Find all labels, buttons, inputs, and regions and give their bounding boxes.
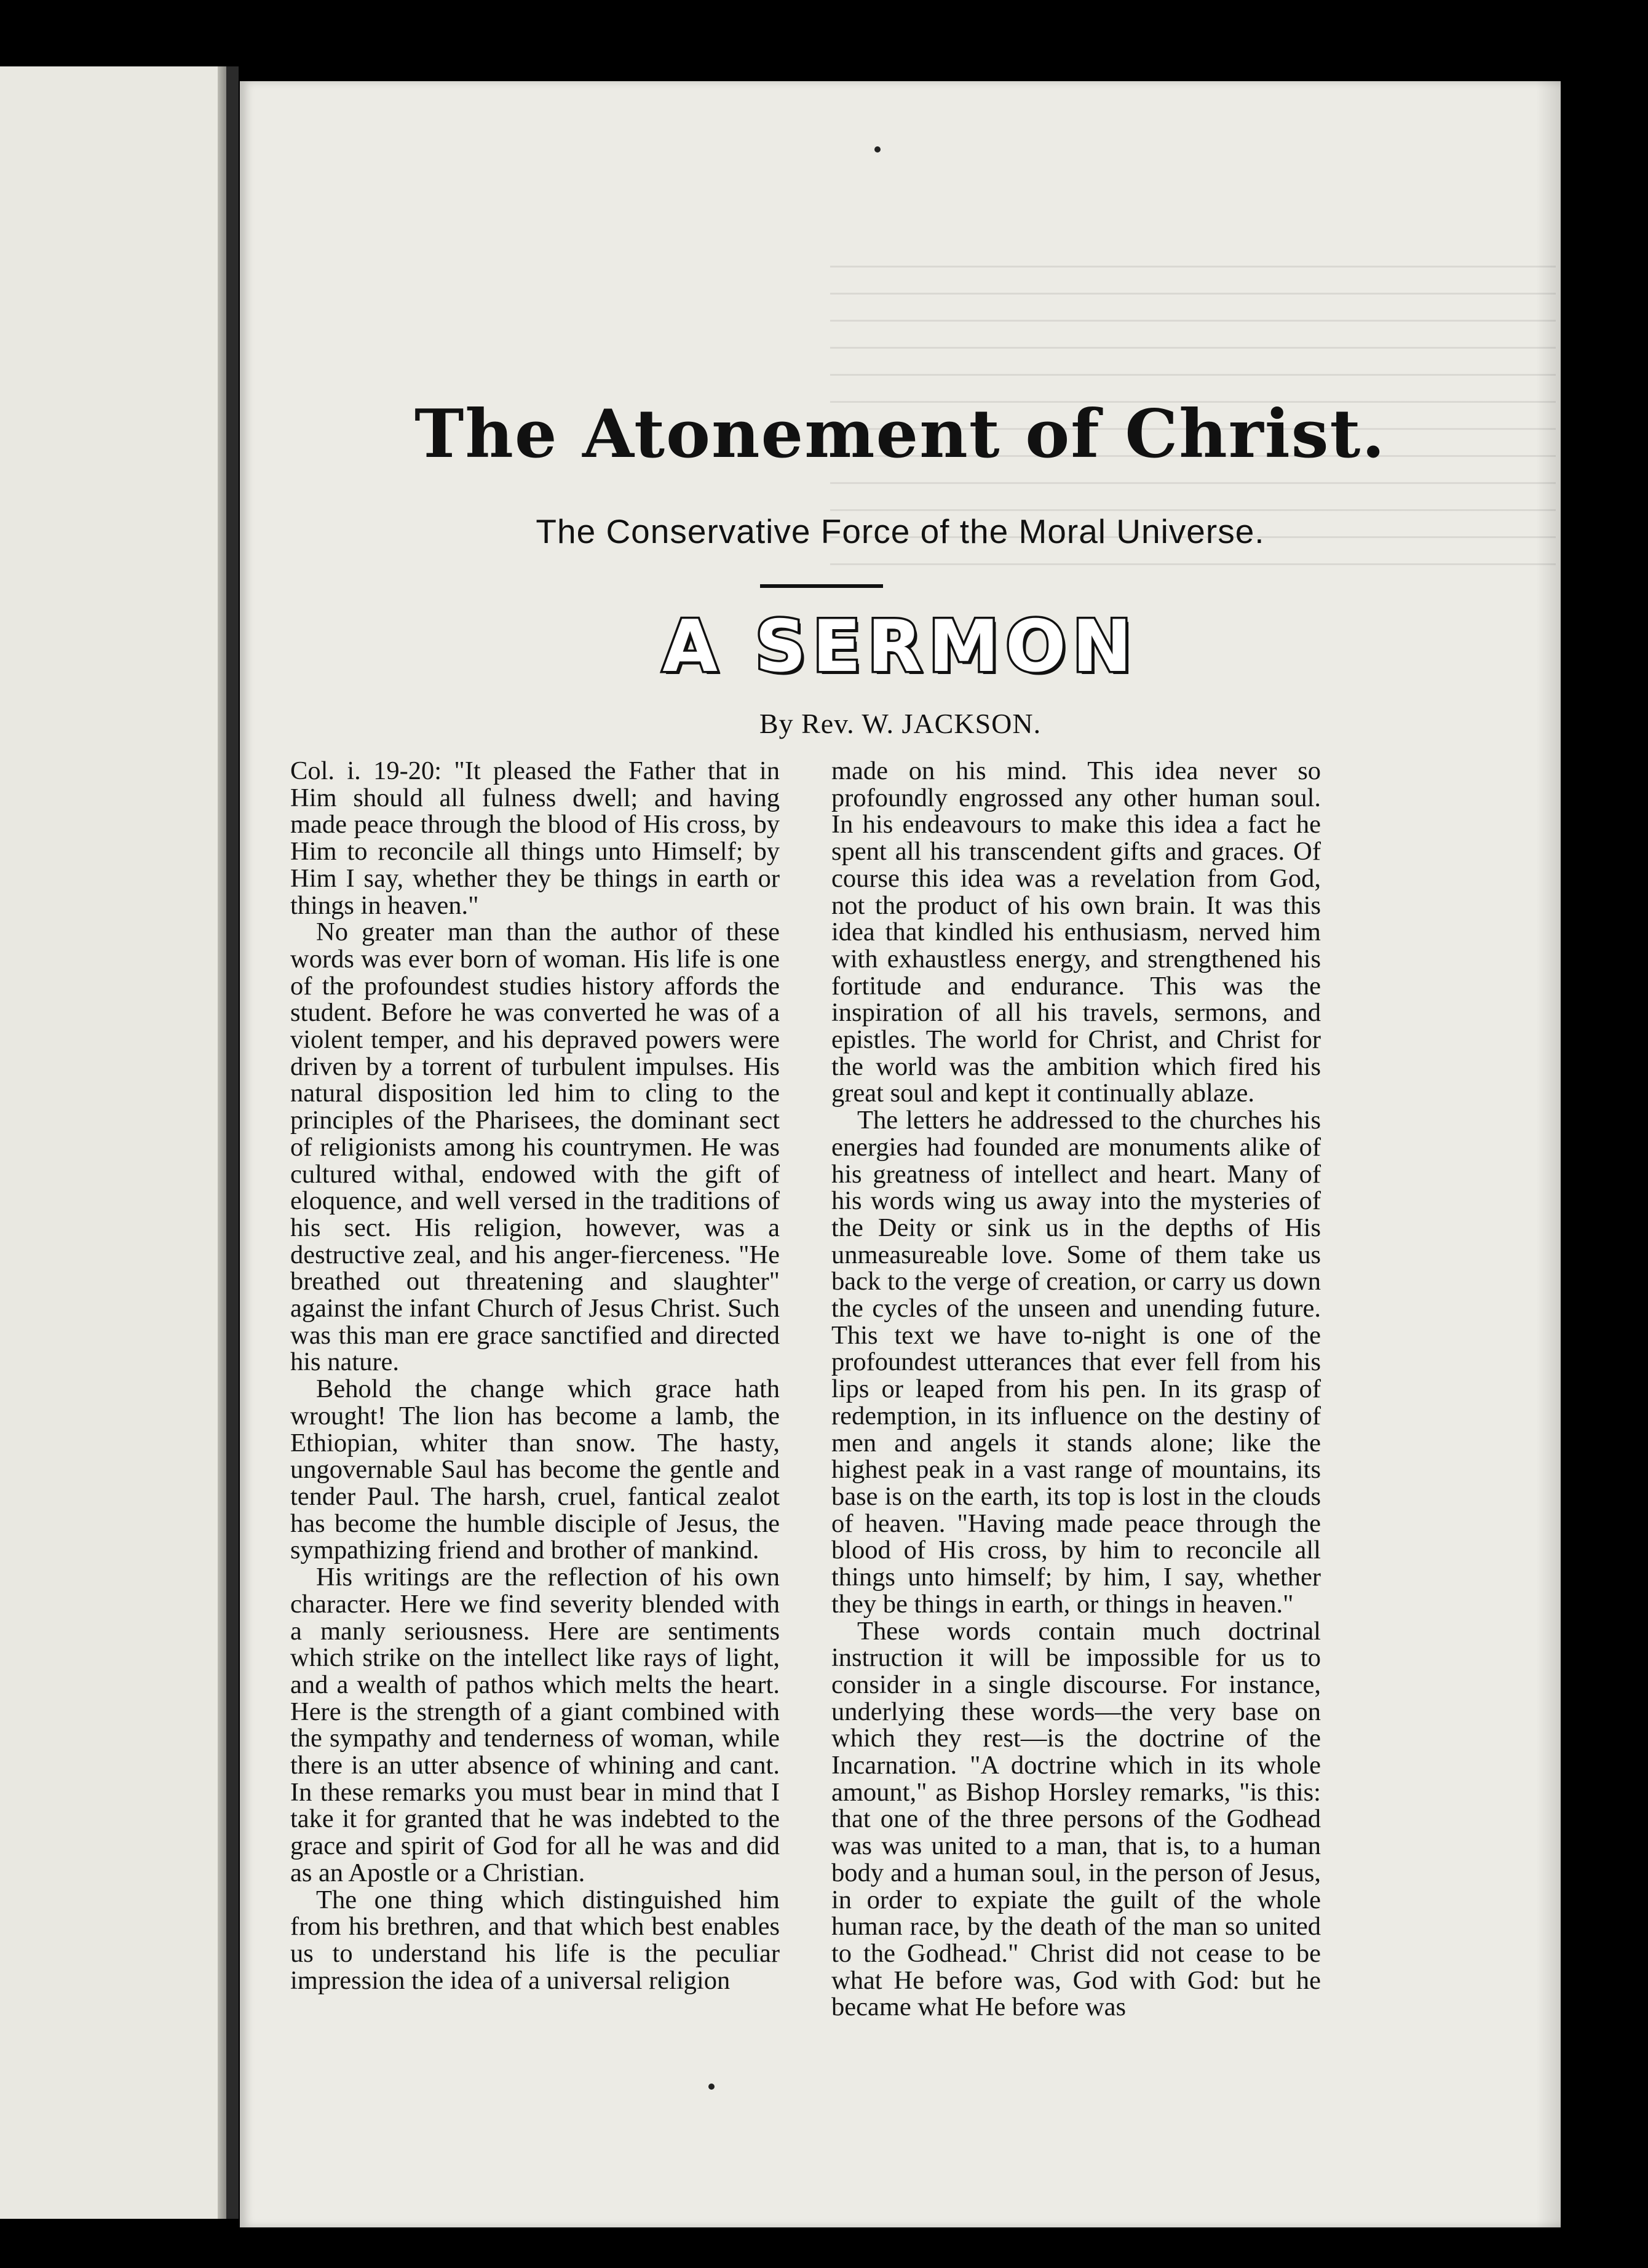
- binding-gutter: [226, 66, 239, 2219]
- document-page: [240, 81, 1561, 2227]
- paragraph: Behold the change which grace hath wrought! The lion has become a lamb, the Ethiopian, whiter than snow. The hasty, ungovernable Saul has become the gentle and tender Paul. The harsh, cruel, fantical zealot has become the humble disciple of Jesus, the sympathizing friend and brother of mankind.: [290, 1374, 780, 1565]
- paragraph: No greater man than the author of these words was ever born of woman. His life is one of the profoundest studies history affords the student. Before he was converted he was of a violent temper, and his depraved powers were driven by a torrent of turbulent impulses. His natural disposition led him to cling to the principles of the Pharisees, the dominant sect of religionists among his countrymen. He was cultured withal, endowed with the gift of eloquence, and well versed in the traditions of his sect. His religion, however, was a destructive zeal, and his anger-fierceness. "He breathed out threatening and slaughter" against the infant Church of Jesus Christ. Such was this man ere grace sanctified and directed his nature.: [290, 918, 780, 1377]
- paragraph: His writings are the reflection of his own character. Here we find severity blended with a manly seriousness. Here are sentiments which strike on the intellect like rays of light, and a wealth of pathos which melts the heart. Here is the strength of a giant combined with the sympathy and tenderness of woman, while there is an utter absence of whining and cant. In these remarks you must bear in mind that I take it for granted that he was indebted to the grace and spirit of God for all he was and did as an Apostle or a Christian.: [290, 1563, 780, 1887]
- title-divider: [760, 584, 883, 588]
- paragraph: The one thing which distinguished him from his brethren, and that which best enables us to understand his life is the peculiar impression the idea of a universal religion: [290, 1885, 780, 1995]
- paragraph: Col. i. 19-20: "It pleased the Father that in Him should all fulness dwell; and having made peace through the blood of His cross, by Him to reconcile all things unto Himself; by Him I say, whether they be things in earth or things in heaven.": [290, 756, 780, 920]
- paragraph: made on his mind. This idea never so profoundly engrossed any other human soul. In his endeavours to make this idea a fact he spent all his transcendent gifts and graces. Of course this idea was a revelation from God, not the product of his own brain. It was this idea that kindled his enthusiasm, nerved him with exhaustless energy, and strengthened his fortitude and endurance. This was the inspiration of all his travels, sermons, and epistles. The world for Christ, and Christ for the world was the ambition which fired his great soul and kept it continually ablaze.: [831, 756, 1321, 1108]
- bottom-ornament-dot: [708, 2084, 715, 2090]
- sermon-heading: A SERMON: [662, 605, 1138, 688]
- paragraph: These words contain much doctrinal instruction it will be impossible for us to consider in a single discourse. For instance, underlying these words—the very base on which they rest—is the doctrine of the Incarnation. "A doctrine which in its whole amount," as Bishop Horsley remarks, "is this: that one of the three persons of the Godhead was was united to a man, that is, to a human body and a human soul, in the person of Jesus, in order to expiate the guilt of the whole human race, by the death of the man so united to the Godhead." Christ did not cease to be what He before was, God with God: but he became what He before was: [831, 1616, 1321, 2022]
- previous-page-edge: [0, 66, 226, 2219]
- page-subtitle: The Conservative Force of the Moral Universe.: [536, 512, 1265, 550]
- text-column-left: [290, 758, 780, 1994]
- page-fold-shadow: [218, 66, 226, 2219]
- top-ornament-dot: [874, 146, 881, 153]
- paragraph: The letters he addressed to the churches his energies had founded are monuments alike of his greatness of intellect and heart. Many of his words wing us away into the mysteries of the Deity or sink us in the depths of His unmeasureable love. Some of them take us back to the verge of creation, or carry us down the cycles of the unseen and unending future. This text we have to-night is one of the profoundest utterances that ever fell from his lips or leaped from his pen. In its grasp of redemption, in its influence on the destiny of men and angels it stands alone; like the highest peak in a vast range of mountains, its base is on the earth, its top is lost in the clouds of heaven. "Having made peace through the blood of His cross, by him to reconcile all things unto himself; by him, I say, whether they be things in earth, or things in heaven.": [831, 1106, 1321, 1619]
- author-byline: By Rev. W. JACKSON.: [759, 708, 1042, 739]
- text-column-right: [831, 758, 1321, 2021]
- page-title: The Atonement of Christ.: [414, 395, 1387, 473]
